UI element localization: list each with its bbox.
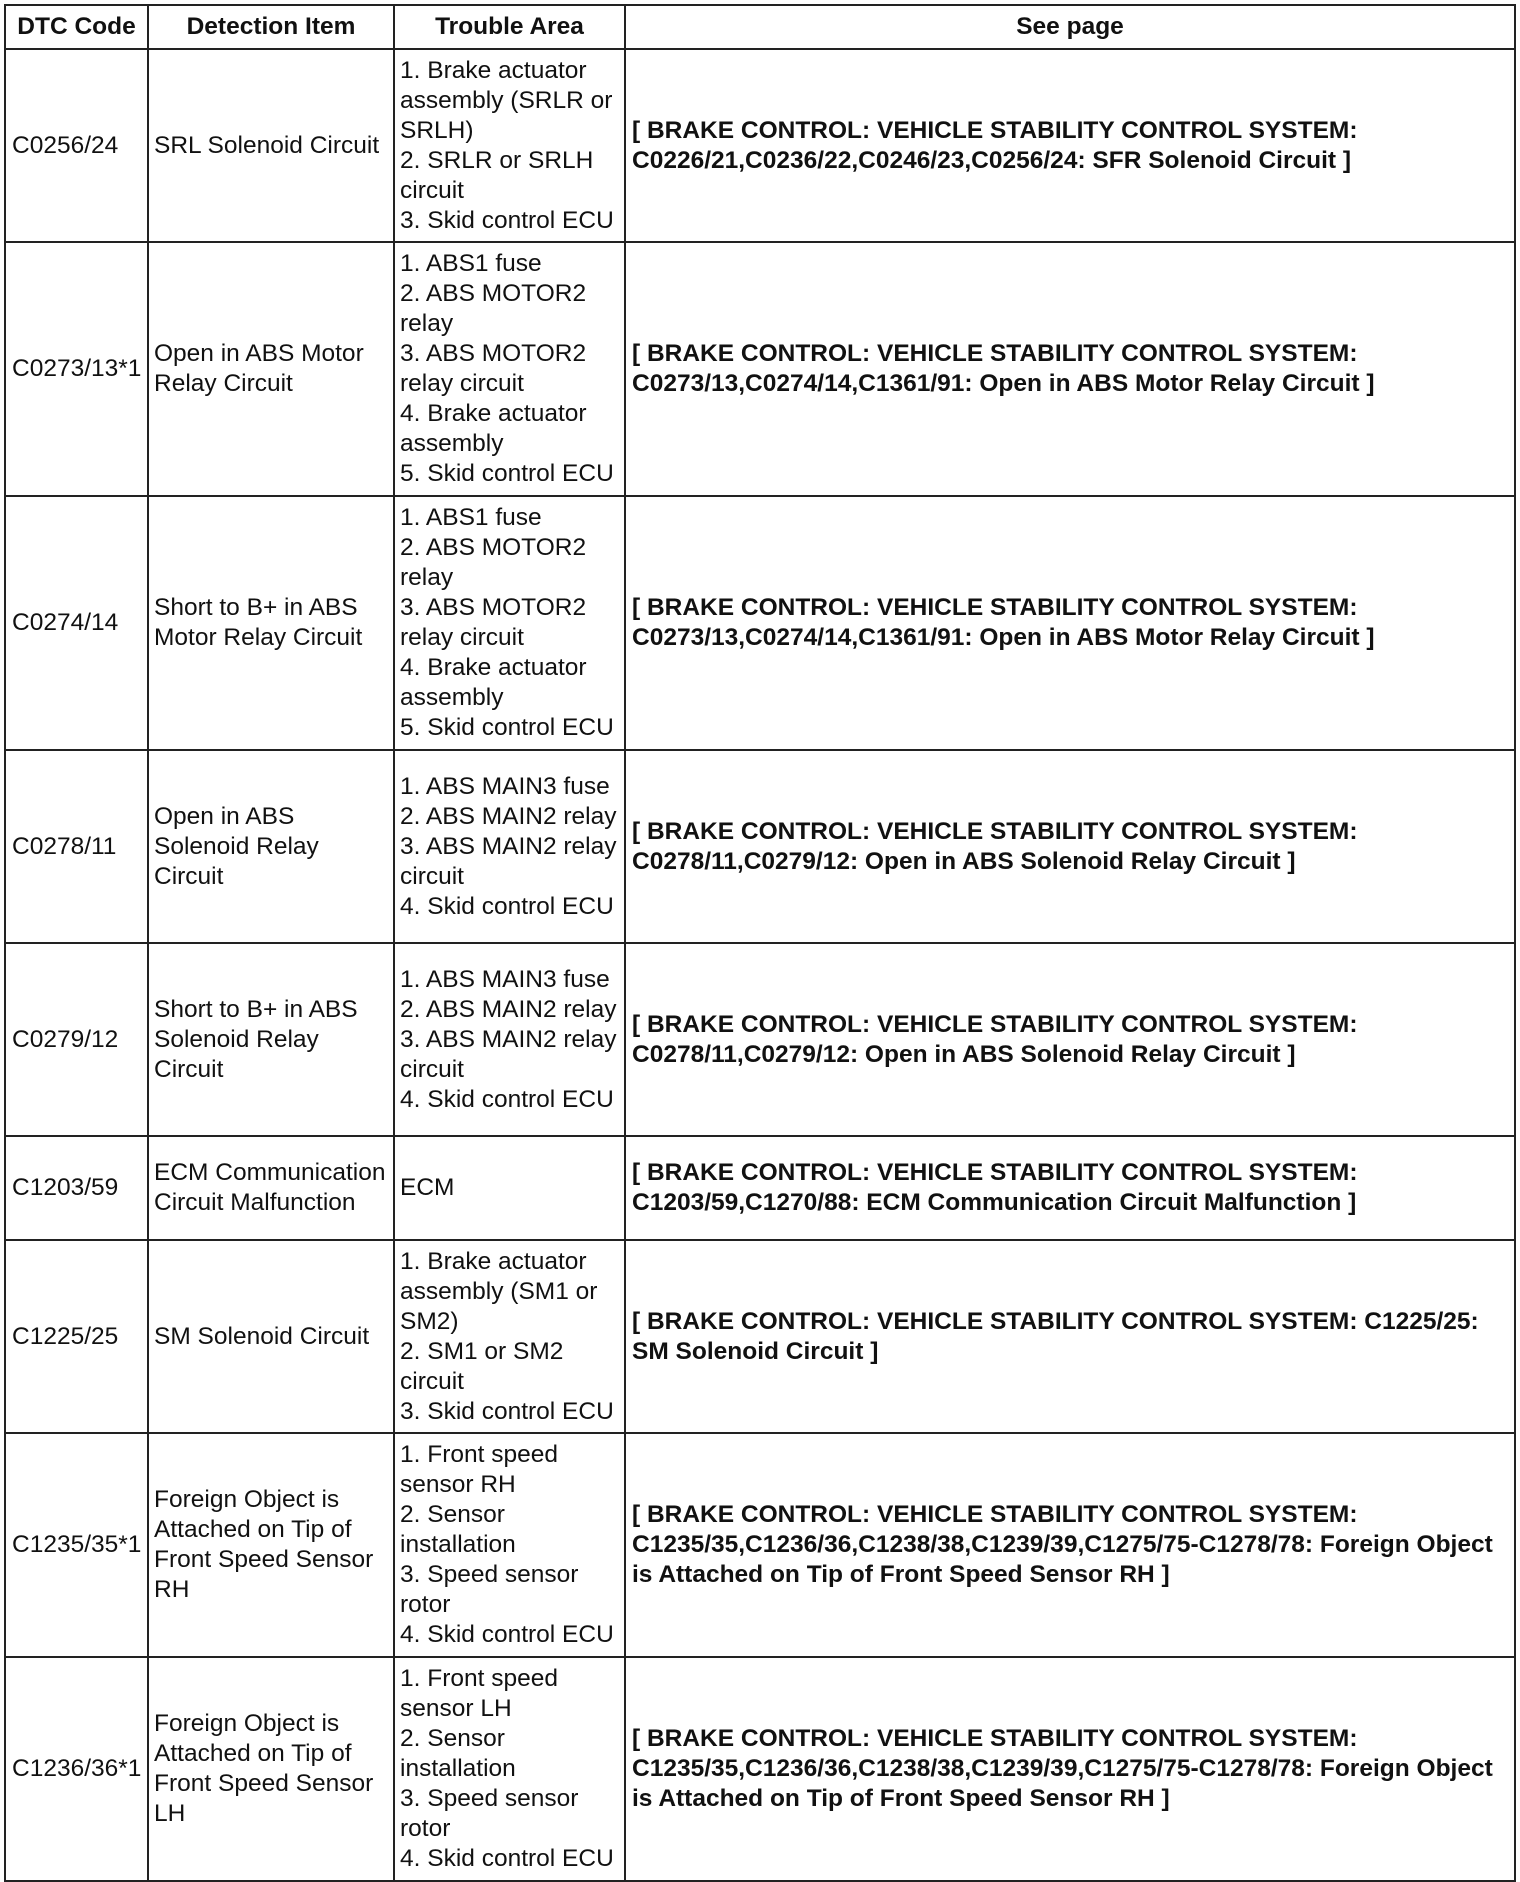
trouble-area-line: 1. Brake actuator assembly (SM1 or SM2): [400, 1247, 598, 1335]
document-page: [4, 4, 1514, 1872]
trouble-area-line: 3. ABS MAIN2 relay circuit: [400, 1025, 617, 1083]
detection-item-cell: Short to B+ in ABS Motor Relay Circuit: [148, 496, 394, 750]
see-page-link[interactable]: [ BRAKE CONTROL: VEHICLE STABILITY CONTROL SYSTEM: C1225/25: SM Solenoid Circuit ]: [625, 1240, 1515, 1433]
trouble-area-line: 2. ABS MOTOR2 relay: [400, 534, 587, 591]
dtc-code-cell: C1236/36*1: [5, 1657, 148, 1881]
trouble-area-line: 5. Skid control ECU: [400, 714, 614, 741]
detection-item-cell: Open in ABS Solenoid Relay Circuit: [148, 750, 394, 943]
trouble-area-line: 2. SM1 or SM2 circuit: [400, 1337, 564, 1395]
trouble-area-line: 1. ABS MAIN3 fuse: [400, 965, 610, 993]
see-page-link[interactable]: [ BRAKE CONTROL: VEHICLE STABILITY CONTROL SYSTEM: C0278/11,C0279/12: Open in ABS Solenoid Relay Circuit ]: [625, 750, 1515, 943]
trouble-area-line: 2. Sensor installation: [400, 1725, 516, 1782]
trouble-area-line: 1. Front speed sensor LH: [400, 1665, 558, 1722]
trouble-area-line: 2. ABS MAIN2 relay: [400, 802, 617, 830]
trouble-area-line: 2. ABS MOTOR2 relay: [400, 280, 587, 337]
detection-item-cell: Foreign Object is Attached on Tip of Front Speed Sensor LH: [148, 1657, 394, 1881]
header-detection-item: Detection Item: [148, 5, 394, 49]
trouble-area-line: 3. Skid control ECU: [400, 1397, 614, 1425]
trouble-area-line: 4. Brake actuator assembly: [400, 654, 587, 711]
detection-item-cell: Short to B+ in ABS Solenoid Relay Circuit: [148, 943, 394, 1136]
dtc-code-cell: C0274/14: [5, 496, 148, 750]
trouble-area-line: 4. Skid control ECU: [400, 1085, 614, 1113]
see-page-link[interactable]: [ BRAKE CONTROL: VEHICLE STABILITY CONTROL SYSTEM: C1235/35,C1236/36,C1238/38,C1239/39,C1275/75-C1278/78: Foreign Object is Attached on Tip of Front Speed Sensor RH ]: [625, 1433, 1515, 1657]
trouble-area-line: 1. Brake actuator assembly (SRLR or SRLH): [400, 56, 613, 144]
table-row: [5, 750, 1515, 943]
table-row: [5, 1657, 1515, 1881]
trouble-area-line: ECM: [400, 1174, 455, 1201]
see-page-link[interactable]: [ BRAKE CONTROL: VEHICLE STABILITY CONTROL SYSTEM: C1235/35,C1236/36,C1238/38,C1239/39,C1275/75-C1278/78: Foreign Object is Attached on Tip of Front Speed Sensor RH ]: [625, 1657, 1515, 1881]
header-dtc-code: DTC Code: [5, 5, 148, 49]
trouble-area-line: 1. ABS1 fuse: [400, 504, 542, 531]
trouble-area-line: 1. Front speed sensor RH: [400, 1441, 558, 1498]
trouble-area-cell: [394, 1433, 625, 1657]
detection-item-cell: Open in ABS Motor Relay Circuit: [148, 242, 394, 496]
header-see-page: See page: [625, 5, 1515, 49]
trouble-area-line: 4. Skid control ECU: [400, 1621, 614, 1648]
table-row: [5, 943, 1515, 1136]
see-page-link[interactable]: [ BRAKE CONTROL: VEHICLE STABILITY CONTROL SYSTEM: C0273/13,C0274/14,C1361/91: Open in ABS Motor Relay Circuit ]: [625, 242, 1515, 496]
trouble-area-line: 3. ABS MAIN2 relay circuit: [400, 832, 617, 890]
dtc-code-cell: C1235/35*1: [5, 1433, 148, 1657]
see-page-link[interactable]: [ BRAKE CONTROL: VEHICLE STABILITY CONTROL SYSTEM: C0278/11,C0279/12: Open in ABS Solenoid Relay Circuit ]: [625, 943, 1515, 1136]
trouble-area-line: 3. Speed sensor rotor: [400, 1561, 579, 1618]
trouble-area-cell: [394, 750, 625, 943]
table-row: [5, 496, 1515, 750]
trouble-area-cell: [394, 943, 625, 1136]
trouble-area-line: 3. Speed sensor rotor: [400, 1785, 579, 1842]
dtc-table: [4, 4, 1516, 1882]
trouble-area-line: 2. SRLR or SRLH circuit: [400, 146, 594, 204]
dtc-code-cell: C1225/25: [5, 1240, 148, 1433]
trouble-area-cell: [394, 242, 625, 496]
detection-item-cell: ECM Communication Circuit Malfunction: [148, 1136, 394, 1240]
trouble-area-cell: [394, 1240, 625, 1433]
trouble-area-line: 2. ABS MAIN2 relay: [400, 995, 617, 1023]
table-row: [5, 49, 1515, 242]
trouble-area-cell: [394, 496, 625, 750]
dtc-code-cell: C0273/13*1: [5, 242, 148, 496]
trouble-area-line: 3. ABS MOTOR2 relay circuit: [400, 340, 587, 397]
table-row: [5, 1136, 1515, 1240]
dtc-code-cell: C0256/24: [5, 49, 148, 242]
see-page-link[interactable]: [ BRAKE CONTROL: VEHICLE STABILITY CONTROL SYSTEM: C0273/13,C0274/14,C1361/91: Open in ABS Motor Relay Circuit ]: [625, 496, 1515, 750]
trouble-area-cell: [394, 49, 625, 242]
dtc-code-cell: C1203/59: [5, 1136, 148, 1240]
trouble-area-cell: [394, 1136, 625, 1240]
table-row: [5, 242, 1515, 496]
see-page-link[interactable]: [ BRAKE CONTROL: VEHICLE STABILITY CONTROL SYSTEM: C0226/21,C0236/22,C0246/23,C0256/24: SFR Solenoid Circuit ]: [625, 49, 1515, 242]
dtc-code-cell: C0279/12: [5, 943, 148, 1136]
trouble-area-line: 1. ABS MAIN3 fuse: [400, 772, 610, 800]
dtc-code-cell: C0278/11: [5, 750, 148, 943]
see-page-link[interactable]: [ BRAKE CONTROL: VEHICLE STABILITY CONTROL SYSTEM: C1203/59,C1270/88: ECM Communication Circuit Malfunction ]: [625, 1136, 1515, 1240]
detection-item-cell: SM Solenoid Circuit: [148, 1240, 394, 1433]
trouble-area-line: 4. Skid control ECU: [400, 892, 614, 920]
table-row: [5, 1433, 1515, 1657]
detection-item-cell: Foreign Object is Attached on Tip of Front Speed Sensor RH: [148, 1433, 394, 1657]
table-row: [5, 1240, 1515, 1433]
trouble-area-line: 5. Skid control ECU: [400, 460, 614, 487]
header-row: [5, 5, 1515, 49]
trouble-area-cell: [394, 1657, 625, 1881]
trouble-area-line: 3. Skid control ECU: [400, 206, 614, 234]
trouble-area-line: 1. ABS1 fuse: [400, 250, 542, 277]
header-trouble-area: Trouble Area: [394, 5, 625, 49]
trouble-area-line: 3. ABS MOTOR2 relay circuit: [400, 594, 587, 651]
trouble-area-line: 2. Sensor installation: [400, 1501, 516, 1558]
trouble-area-line: 4. Brake actuator assembly: [400, 400, 587, 457]
trouble-area-line: 4. Skid control ECU: [400, 1845, 614, 1872]
detection-item-cell: SRL Solenoid Circuit: [148, 49, 394, 242]
